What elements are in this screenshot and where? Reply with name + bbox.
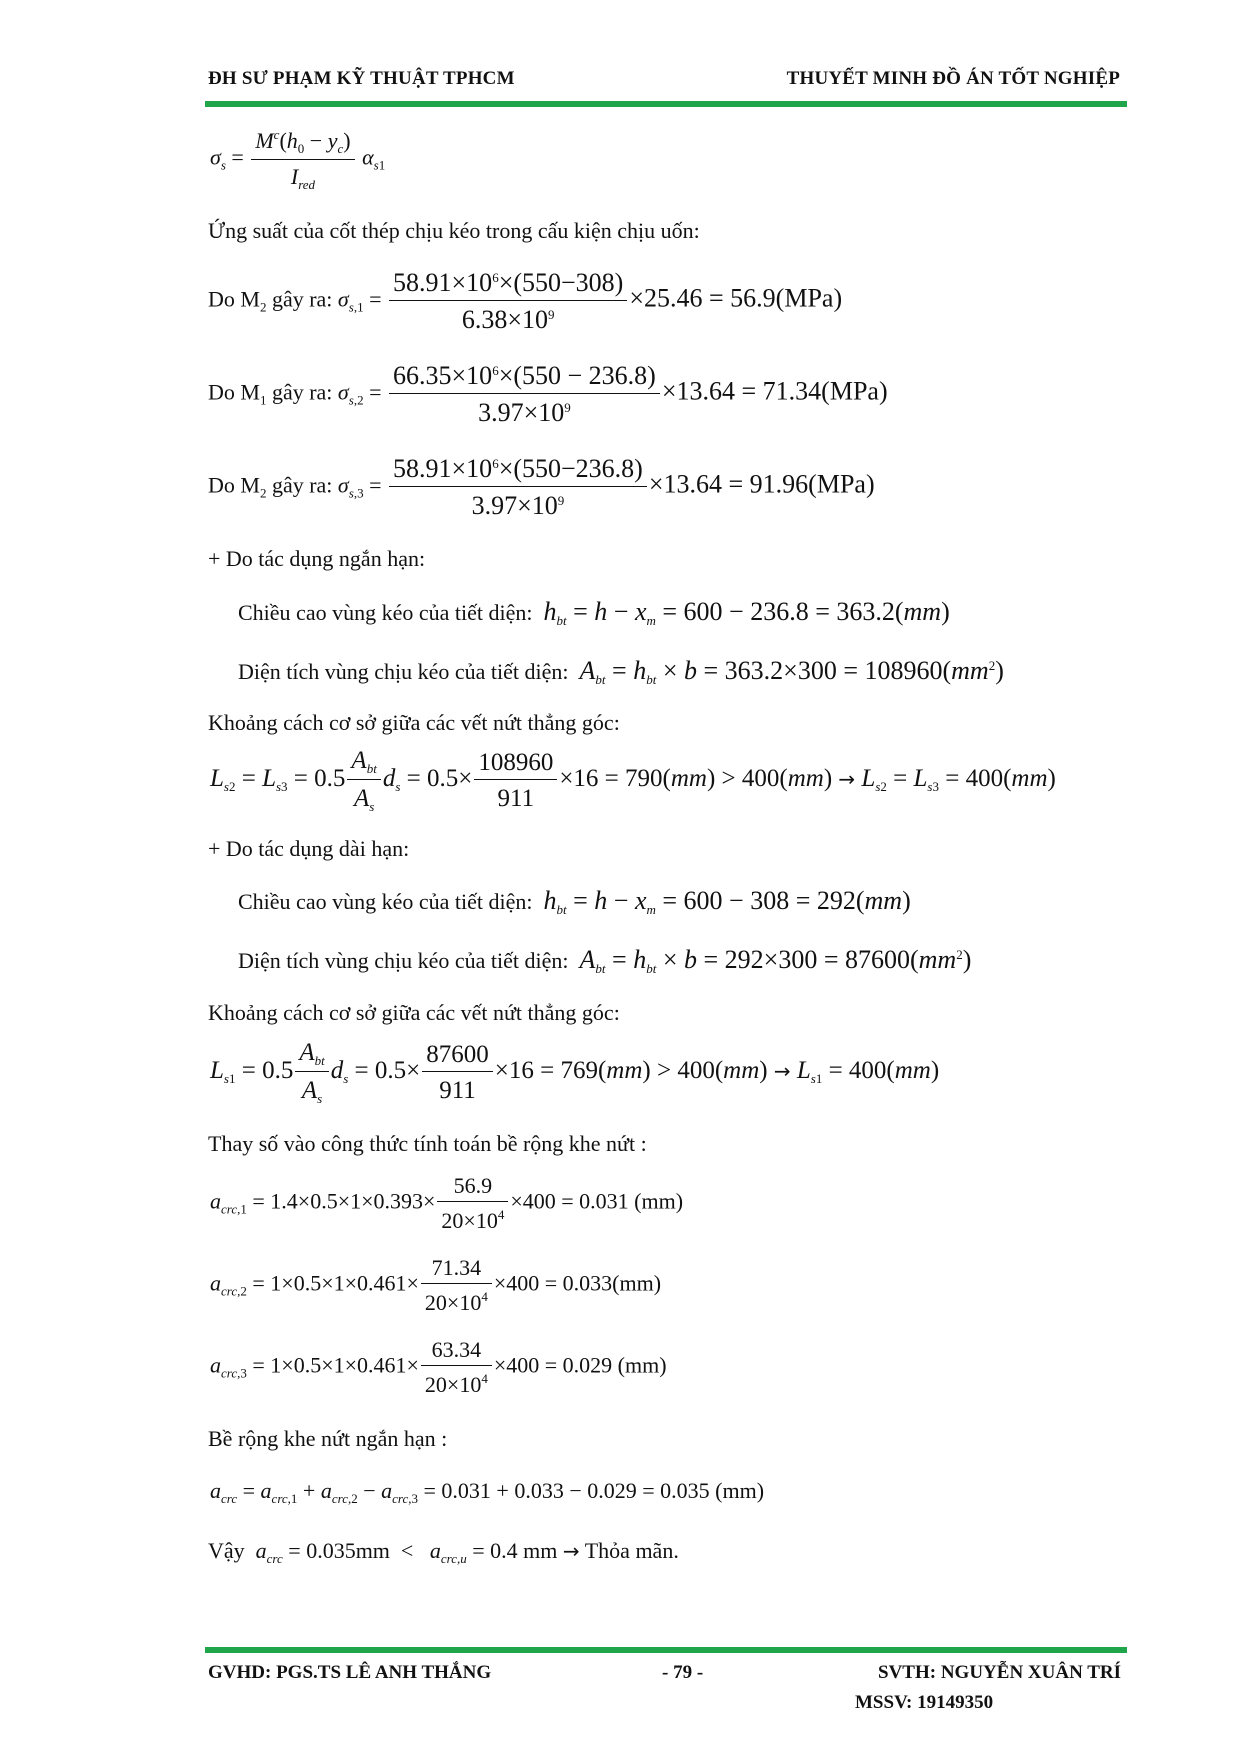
hbt-short-value: = 600 − 236.8 = 363.2( bbox=[662, 597, 904, 626]
conclusion-line: Vậy $a_{crc} = 0.035mm < a_{crc,u} = 0.4$ mm → Thỏa mãn. bbox=[208, 1538, 679, 1566]
tension-area-label: Diện tích vùng chịu kéo của tiết diện: bbox=[238, 948, 569, 973]
a2-numerator: 71.34 bbox=[421, 1257, 492, 1284]
sum-value: = 0.031 + 0.033 − 0.029 = 0.035 (mm) bbox=[423, 1478, 765, 1503]
do-label: Do M bbox=[208, 379, 260, 405]
long-term-heading: + Do tác dụng dài hạn: bbox=[208, 836, 410, 861]
conclusion-prefix: Vậy bbox=[208, 1538, 245, 1563]
abt-long-value: = 292×300 = 87600( bbox=[703, 945, 919, 974]
s2-numerator: 66.35×10 bbox=[393, 361, 493, 390]
a1-prefix: = 1.4×0.5×1×0.393× bbox=[252, 1188, 436, 1214]
s1-numerator: 58.91×10 bbox=[393, 268, 493, 297]
gay-ra-label: gây ra: bbox=[266, 286, 333, 312]
ls-long-formula: $L_{s1} = 0.5$ $\frac{A_{bt}}{A_s}$ $d_s = 0.5\times$ $\frac{87600}{911}$ $\times 16 = 769(mm) > 400(mm) \to L_{s1} = 400(mm)$ bbox=[210, 1039, 940, 1106]
footer-student: SVTH: NGUYỄN XUÂN TRÍ bbox=[878, 1662, 1121, 1683]
abt-long-line: Diện tích vùng chịu kéo của tiết diện: $A_{bt} = h_{bt} \times b = 292\times 300 = 87600(mm^2)$ bbox=[238, 945, 972, 976]
acrcu-value: = 0.4 mm bbox=[472, 1538, 558, 1563]
a3-denominator: 20×10 bbox=[424, 1372, 482, 1397]
do-label: Do M bbox=[208, 286, 260, 312]
a3-numerator: 63.34 bbox=[421, 1339, 492, 1366]
ls-short-denominator: 911 bbox=[497, 785, 535, 812]
crack-spacing-label-2: Khoảng cách cơ sở giữa các vết nứt thẳng góc: bbox=[208, 1000, 620, 1025]
hbt-long-value: = 600 − 308 = 292( bbox=[662, 886, 865, 915]
a1-numerator: 56.9 bbox=[437, 1175, 508, 1202]
s1-result: ×25.46 = 56.9(MPa) bbox=[629, 283, 843, 313]
gay-ra-label: gây ra: bbox=[266, 379, 333, 405]
hbt-long-line: Chiều cao vùng kéo của tiết diện: $h_{bt} = h - x_m = 600 - 308 = 292(mm)$ bbox=[238, 886, 911, 917]
ls-long-result: ×16 = 769( bbox=[494, 1057, 607, 1085]
short-width-label: Bề rộng khe nứt ngắn hạn : bbox=[208, 1426, 448, 1451]
substitute-label: Thay số vào công thức tính toán bề rộng khe nứt : bbox=[208, 1131, 647, 1156]
acrc-sum-formula: $a_{crc} = a_{crc,1} + a_{crc,2} - a_{crc,3} = 0.031 + 0.033 - 0.029 = 0.035$ (mm) bbox=[210, 1478, 765, 1506]
ls-long-numerator: 87600 bbox=[422, 1042, 493, 1072]
a1-denominator: 20×10 bbox=[441, 1208, 498, 1233]
acrc1-formula: $a_{crc,1} = 1.4\times 0.5\times 1\times 0.393\times$ $\frac{56.9}{20\times 10^4}$ ×400 = 0.031 (mm) bbox=[210, 1173, 684, 1233]
acrc-value: = 0.035mm bbox=[288, 1538, 390, 1563]
acrc3-formula: $a_{crc,3} = 1\times 0.5\times 1\times 0.461\times$ $\frac{63.34}{20\times 10^4}$ ×400 = 0.029 (mm) bbox=[210, 1337, 667, 1397]
hbt-short-line: Chiều cao vùng kéo của tiết diện: $h_{bt} = h - x_m = 600 - 236.8 = 363.2(mm)$ bbox=[238, 597, 950, 628]
s2-result: ×13.64 = 71.34(MPa) bbox=[661, 376, 888, 406]
header-title: THUYẾT MINH ĐỒ ÁN TỐT NGHIỆP bbox=[786, 68, 1120, 89]
footer-mssv: MSSV: 19149350 bbox=[855, 1692, 994, 1713]
ls-short-result: ×16 = 790( bbox=[559, 765, 671, 793]
s3-numerator: 58.91×10 bbox=[393, 454, 493, 483]
s3-denominator: 3.97×10 bbox=[471, 491, 558, 520]
formula-sigma-s3: Do $M_2$ gây ra: $\sigma_{s,3}$ = $\frac{58.91\times 10^6\times(550-236.8)}{3.97\times 10^9}$ ×13.64 = 91.96(MPa) bbox=[208, 454, 875, 520]
abt-short-value: = 363.2×300 = 108960( bbox=[703, 656, 952, 685]
formula-sigma-general: $\sigma_s$ = $\frac{M^c(h_0 - y_c)}{I_{red}}$ $\alpha_{s1}$ bbox=[210, 127, 386, 192]
ls-short-formula: $L_{s2} = L_{s3} = 0.5$ $\frac{A_{bt}}{A_s}$ $d_s = 0.5\times$ $\frac{108960}{911}$ $\times 16 = 790(mm) > 400(mm) \to L_{s2} = L_{s3} = 400(mm)$ bbox=[210, 747, 1056, 814]
stress-intro: Ứng suất của cốt thép chịu kéo trong cấu kiện chịu uốn: bbox=[208, 218, 700, 243]
a2-result: ×400 = 0.033(mm) bbox=[493, 1270, 662, 1296]
arrow-icon: → bbox=[562, 1539, 580, 1563]
ls-short-numerator: 108960 bbox=[474, 750, 557, 780]
conclusion-result: Thỏa mãn. bbox=[584, 1538, 679, 1563]
header-rule bbox=[205, 101, 1127, 107]
tension-height-label: Chiều cao vùng kéo của tiết diện: bbox=[238, 600, 533, 625]
s1-denominator: 6.38×10 bbox=[461, 305, 549, 334]
a3-result: ×400 = 0.029 (mm) bbox=[493, 1352, 667, 1378]
tension-area-label: Diện tích vùng chịu kéo của tiết diện: bbox=[238, 659, 569, 684]
a1-result: ×400 = 0.031 (mm) bbox=[510, 1188, 684, 1214]
page-number: - 79 - bbox=[662, 1662, 704, 1683]
a3-prefix: = 1×0.5×1×0.461× bbox=[252, 1352, 419, 1378]
s2-denominator: 3.97×10 bbox=[478, 398, 565, 427]
s3-result: ×13.64 = 91.96(MPa) bbox=[648, 469, 875, 499]
formula-sigma-s1: Do $M_2$ gây ra: $\sigma_{s,1}$ = $\frac{58.91\times 10^6\times(550-308)}{6.38\times 10^9}$ ×25.46 = 56.9(MPa) bbox=[208, 268, 843, 334]
acrc2-formula: $a_{crc,2} = 1\times 0.5\times 1\times 0.461\times$ $\frac{71.34}{20\times 10^4}$ ×400 = 0.033(mm) bbox=[210, 1255, 662, 1315]
do-label: Do M bbox=[208, 472, 260, 498]
short-term-heading: + Do tác dụng ngắn hạn: bbox=[208, 546, 426, 571]
a2-prefix: = 1×0.5×1×0.461× bbox=[252, 1270, 419, 1296]
header-school: ĐH SƯ PHẠM KỸ THUẬT TPHCM bbox=[208, 68, 515, 89]
tension-height-label: Chiều cao vùng kéo của tiết diện: bbox=[238, 889, 533, 914]
a2-denominator: 20×10 bbox=[424, 1290, 482, 1315]
abt-short-line: Diện tích vùng chịu kéo của tiết diện: $A_{bt} = h_{bt} \times b = 363.2\times 300 = 108960(mm^2)$ bbox=[238, 656, 1004, 687]
ls-long-denominator: 911 bbox=[439, 1077, 476, 1104]
footer-advisor: GVHD: PGS.TS LÊ ANH THẮNG bbox=[208, 1662, 492, 1683]
crack-spacing-label: Khoảng cách cơ sở giữa các vết nứt thẳng góc: bbox=[208, 710, 620, 735]
formula-sigma-s2: Do $M_1$ gây ra: $\sigma_{s,2}$ = $\frac{66.35\times 10^6\times(550 - 236.8)}{3.97\times 10^9}$ ×13.64 = 71.34(MPa) bbox=[208, 361, 888, 427]
arrow-icon: → bbox=[838, 767, 856, 792]
arrow-icon: → bbox=[773, 1059, 791, 1084]
gay-ra-label: gây ra: bbox=[266, 472, 333, 498]
footer-rule bbox=[205, 1647, 1127, 1653]
